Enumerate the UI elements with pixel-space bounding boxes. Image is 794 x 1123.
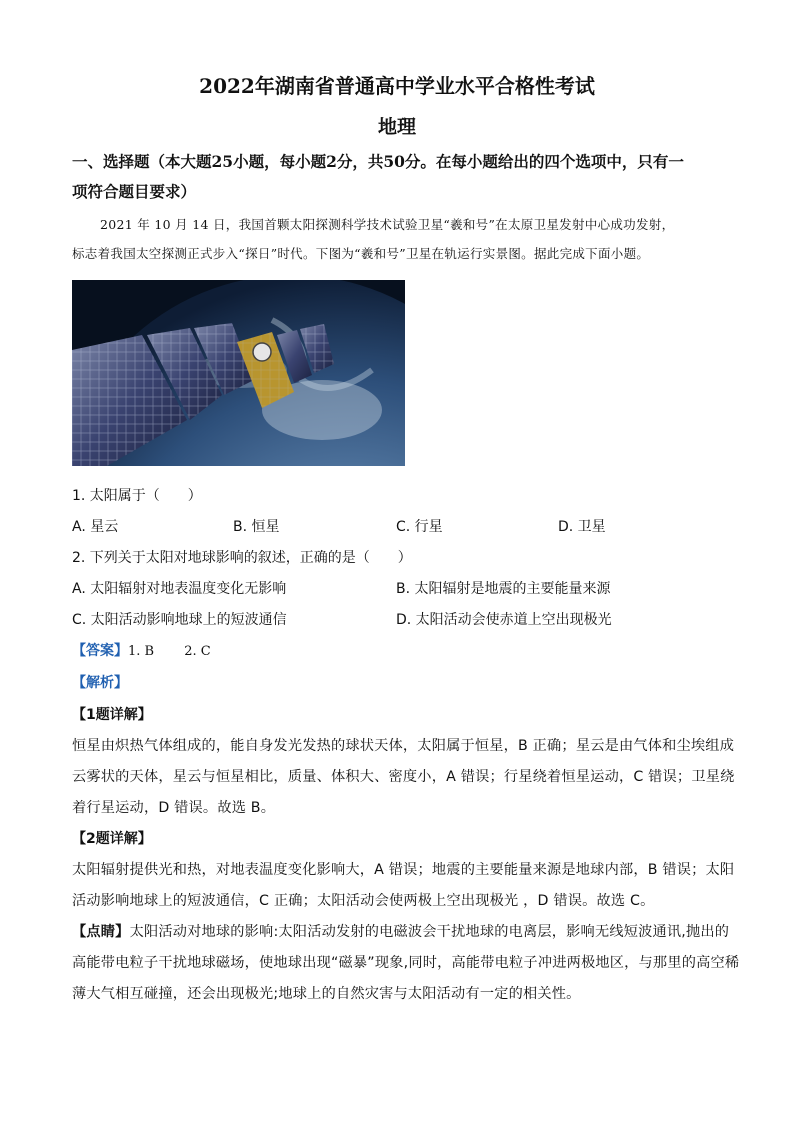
q1-option-c: C. 行星 (396, 519, 443, 535)
detail-1-line: 着行星运动，D 错误。故选 B。 (72, 800, 276, 816)
section-heading-line1: 一、选择题（本大题25小题，每小题2分，共50分。在每小题给出的四个选项中，只有一 (72, 152, 684, 171)
detail-1-line: 恒星由炽热气体组成的，能自身发光发热的球状天体，太阳属于恒星，B 正确；星云是由气体和尘埃组成 (72, 738, 735, 754)
q2-option-b: B. 太阳辐射是地震的主要能量来源 (396, 581, 611, 597)
intro-line2: 标志着我国太空探测正式步入“探日”时代。下图为“羲和号”卫星在轨运行实景图。据此完成下面小题。 (72, 246, 650, 261)
answer-label: 【答案】 (72, 643, 128, 659)
exam-subject: 地理 (377, 116, 416, 138)
q1-option-b: B. 恒星 (233, 519, 280, 535)
detail-2-line: 活动影响地球上的短波通信，C 正确；太阳活动会使两极上空出现极光 ，D 错误。故选 C。 (72, 893, 655, 909)
detail-1-label: 【1题详解】 (72, 707, 152, 723)
exam-title: 2022年湖南省普通高中学业水平合格性考试 (199, 74, 595, 98)
analysis-label: 【解析】 (72, 675, 128, 691)
tip-line (72, 921, 729, 941)
question-2-stem: 2. 下列关于太阳对地球影响的叙述，正确的是（ ） (72, 550, 412, 566)
detail-2-line: 太阳辐射提供光和热，对地表温度变化影响大，A 错误；地震的主要能量来源是地球内部，B 错误；太阳 (72, 862, 735, 878)
tip-label: 【点睛】 (72, 924, 130, 940)
q1-option-a: A. 星云 (72, 519, 119, 535)
q1-option-d: D. 卫星 (558, 519, 606, 535)
tip-text: 太阳活动对地球的影响:太阳活动发射的电磁波会干扰地球的电离层，影响无线短波通讯,抛出的 (129, 924, 730, 940)
satellite-photo (72, 280, 405, 466)
tip-line: 薄大气相互碰撞，还会出现极光;地球上的自然灾害与太阳活动有一定的相关性。 (72, 986, 581, 1002)
q2-option-a: A. 太阳辐射对地表温度变化无影响 (72, 581, 287, 597)
answer-row (72, 640, 211, 660)
detail-2-label: 【2题详解】 (72, 831, 152, 847)
answer-text: 1. B 2. C (128, 644, 211, 659)
detail-1-line: 云雾状的天体，星云与恒星相比，质量、体积大、密度小，A 错误；行星绕着恒星运动，C 错误；卫星绕 (72, 769, 735, 785)
intro-line1: 2021 年 10 月 14 日，我国首颗太阳探测科学技术试验卫星“羲和号”在太原卫星发射中心成功发射， (100, 217, 675, 232)
q2-option-c: C. 太阳活动影响地球上的短波通信 (72, 612, 287, 628)
section-heading-line2: 项符合题目要求） (72, 182, 197, 201)
tip-line: 高能带电粒子干扰地球磁场，使地球出现“磁暴”现象,同时，高能带电粒子冲进两极地区，与那里的高空稀 (72, 955, 740, 971)
q2-option-d: D. 太阳活动会使赤道上空出现极光 (396, 612, 612, 628)
question-1-stem: 1. 太阳属于（ ） (72, 488, 202, 504)
